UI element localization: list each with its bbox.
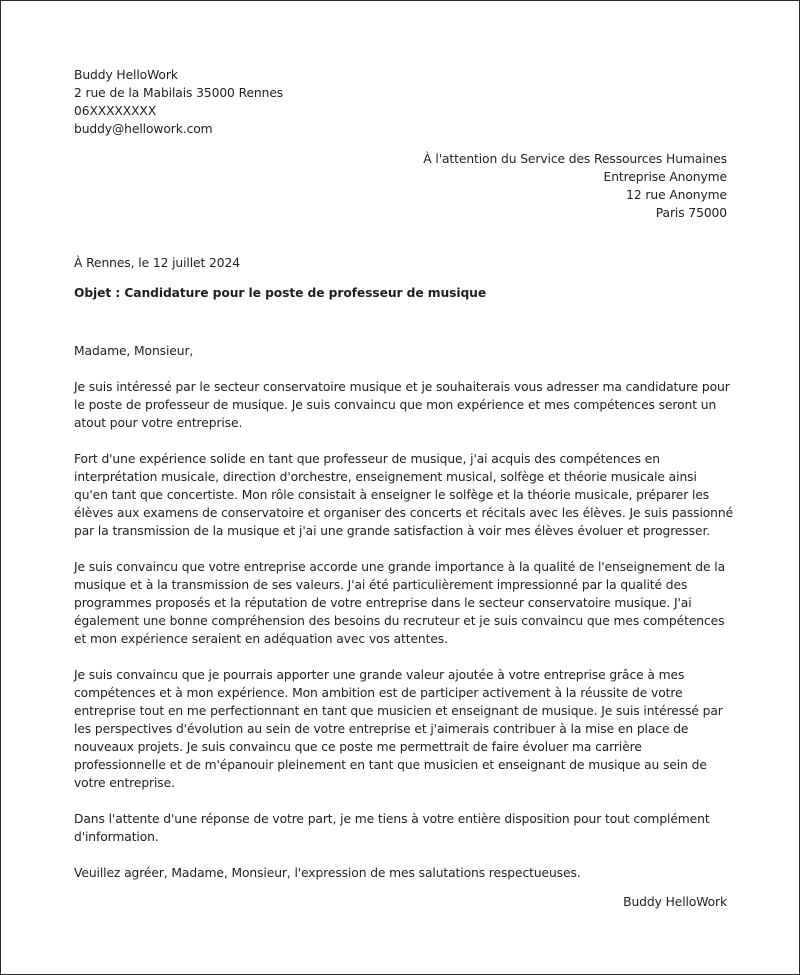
sender-block (74, 66, 283, 138)
recipient-street: 12 rue Anonyme (626, 188, 727, 202)
letter-subject: Objet : Candidature pour le poste de professeur de musique (74, 286, 487, 300)
paragraph-company-fit: Je suis convaincu que votre entreprise accorde une grande importance à la qualité de l'enseignement de la musique et à la transmission de ses valeurs. J'ai été particulièrement impressionné par la qualité des programmes proposés et la réputation de votre entreprise dans le secteur conservatoire musique. J'ai également une bonne compréhension des besoins du recruteur et je suis convaincu que mes compétences et mon expérience seraient en adéquation avec vos attentes. (74, 560, 725, 646)
paragraph-availability: Dans l'attente d'une réponse de votre part, je me tiens à votre entière disposition pour tout complément d'information. (74, 812, 710, 844)
signature: Buddy HelloWork (623, 895, 727, 909)
sender-address: 2 rue de la Mabilais 35000 Rennes (74, 86, 284, 100)
paragraph-closing: Veuillez agréer, Madame, Monsieur, l'expression de mes salutations respectueuses. (74, 866, 581, 880)
sender-phone: 06XXXXXXXX (74, 104, 157, 118)
paragraph-introduction: Je suis intéressé par le secteur conservatoire musique et je souhaiterais vous adresser ma candidature pour le poste de professeur de musique. Je suis convaincu que mon expérience et mes compétences seront un atout pour votre entreprise. (74, 380, 730, 430)
paragraph-experience: Fort d'une expérience solide en tant que professeur de musique, j'ai acquis des compétences en interprétation musicale, direction d'orchestre, enseignement musical, solfège et théorie musicale ainsi qu'en tant que concertiste. Mon rôle consistait à enseigner le solfège et la théorie musicale, préparer les élèves aux examens de conservatoire et organiser des concerts et récitals avec les élèves. Je suis passionné par la transmission de la musique et j'ai une grande satisfaction à voir mes élèves évoluer et progresser. (74, 452, 734, 538)
recipient-city: Paris 75000 (655, 206, 727, 220)
letter-date: À Rennes, le 12 juillet 2024 (74, 256, 240, 270)
sender-name: Buddy HelloWork (74, 68, 178, 82)
letter-body (74, 342, 734, 900)
paragraph-motivation: Je suis convaincu que je pourrais apporter une grande valeur ajoutée à votre entreprise grâce à mes compétences et à mon expérience. Mon ambition est de participer activement à la réussite de votre entreprise tout en me perfectionnant en tant que musicien et enseignant de musique. Je suis intéressé par les perspectives d'évolution au sein de votre entreprise et j'aimerais contribuer à la mise en place de nouveaux projets. Je suis convaincu que ce poste me permettrait de faire évoluer ma carrière professionnelle et de m'épanouir pleinement en tant que musicien et enseignant de musique au sein de votre entreprise. (74, 668, 723, 790)
recipient-company: Entreprise Anonyme (603, 170, 727, 184)
recipient-block (423, 150, 727, 222)
salutation: Madame, Monsieur, (74, 344, 194, 358)
sender-email: buddy@hellowork.com (74, 122, 213, 136)
recipient-attention: À l'attention du Service des Ressources Humaines (423, 152, 727, 166)
